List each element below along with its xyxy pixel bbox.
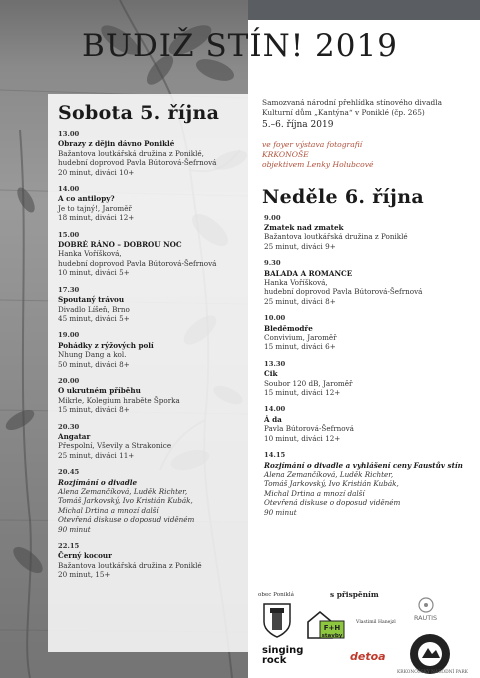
event-detail-line: Tomáš Jarkovský, Ivo Kristián Kubák, <box>58 496 193 506</box>
event-detail-line: Michal Drtina a mnozí další <box>264 488 365 498</box>
event-time: 9.30 <box>264 259 281 268</box>
event-time: 10.00 <box>264 314 286 323</box>
event-item <box>264 451 474 517</box>
event-title: Cik <box>264 369 278 379</box>
event-time: 22.15 <box>58 542 80 551</box>
sunday-event-list <box>262 214 474 517</box>
event-time: 14.00 <box>264 405 286 414</box>
event-detail-line: Bažantova loutkářská družina z Poniklé <box>264 232 408 242</box>
exhibition-line-1: ve foyer výstava fotografií <box>262 140 363 150</box>
event-detail-line: 25 minut, diváci 11+ <box>58 450 135 460</box>
event-detail-line: hudební doprovod Pavla Bútorová-Šefrnová <box>58 158 217 168</box>
event-detail-line: Otevřená diskuse o doposud viděném <box>264 498 401 508</box>
event-title: Rozjímání o divadle <box>58 477 138 487</box>
saturday-event-list <box>58 130 248 580</box>
event-detail-line: 25 minut, diváci 9+ <box>264 241 336 251</box>
festival-line-2: Kulturní dům „Kantýna“ v Poniklé (čp. 265) <box>262 107 425 117</box>
event-detail-line: 15 minut, diváci 12+ <box>264 388 341 398</box>
event-item <box>58 468 248 534</box>
event-item <box>58 377 248 415</box>
event-time: 17.30 <box>58 285 80 294</box>
event-item <box>264 405 474 443</box>
event-item <box>58 423 248 461</box>
event-detail-line: Divadlo Líšeň, Brno <box>58 304 130 314</box>
festival-line-1: Samozvaná národní přehlídka stínového divadla <box>262 98 442 107</box>
event-detail-line: Alena Zemančíková, Luděk Richter, <box>264 469 394 479</box>
event-time: 13.00 <box>58 130 80 138</box>
event-title: Bleděmodře <box>264 323 313 333</box>
event-title: Angatar <box>58 431 91 441</box>
event-item <box>58 286 248 324</box>
event-detail-line: 10 minut, diváci 5+ <box>58 268 130 278</box>
event-time: 9.00 <box>264 213 281 222</box>
event-detail-line: 25 minut, diváci 8+ <box>264 296 336 306</box>
top-dark-strip <box>248 0 480 20</box>
event-detail-line: Otevřená diskuse o doposud viděném <box>58 515 195 525</box>
event-detail-line: Bažantova loutkářská družina z Poniklé <box>58 560 202 570</box>
event-title: Pohádky z rýžových polí <box>58 340 154 350</box>
event-time: 15.00 <box>58 230 80 239</box>
fh-stavby-logo <box>304 608 348 642</box>
fh-sub-label: Vlastimil Hanejzl <box>356 620 396 625</box>
poster-title: BUDIŽ STÍN! 2019 <box>82 28 398 64</box>
event-detail-line: Je to tajný!, Jaroměř <box>58 203 132 213</box>
event-detail-line: 10 minut, diváci 12+ <box>264 433 341 443</box>
right-column <box>262 98 474 525</box>
krnap-label: KRKONOŠSKÝ NÁRODNÍ PARK <box>397 670 468 675</box>
event-detail-line: hudební doprovod Pavla Bútorová-Šefrnová <box>264 287 423 297</box>
rautis-icon <box>412 596 440 614</box>
event-title: A co antilopy? <box>58 194 115 204</box>
event-title: Rozjímání o divadle a vyhlášení ceny Faustův stín <box>264 460 463 470</box>
event-detail-line: 20 minut, 15+ <box>58 570 111 580</box>
event-item <box>58 185 248 223</box>
event-item <box>58 331 248 369</box>
festival-info <box>262 98 474 117</box>
event-detail-line: Alena Zemančíková, Luděk Richter, <box>58 487 188 496</box>
event-item <box>58 231 248 278</box>
event-detail-line: Michal Drtina a mnozí další <box>58 505 159 515</box>
event-detail-line: 90 minut <box>264 507 297 517</box>
event-title: Á da <box>264 414 282 424</box>
event-detail-line: 90 minut <box>58 524 91 534</box>
obec-ponikla-label: obec Poniklá <box>258 592 294 598</box>
ponikla-coat-of-arms-logo <box>262 602 292 638</box>
event-detail-line: Convivium, Jaroměř <box>264 333 337 343</box>
event-detail-line: Přespolní, Vševily a Strakonice <box>58 441 172 451</box>
event-time: 19.00 <box>58 331 80 340</box>
event-title: Zmatek nad zmatek <box>264 222 344 232</box>
singing-rock-bottom: rock <box>262 655 287 666</box>
exhibition-line-2: KRKONOŠE <box>262 149 309 159</box>
event-title: Černý kocour <box>58 551 112 561</box>
event-detail-line: Pavla Bútorová-Šefrnová <box>264 424 354 434</box>
event-time: 13.30 <box>264 359 286 368</box>
event-detail-line: 45 minut, diváci 5+ <box>58 313 130 323</box>
exhibition-line-3: objektivem Lenky Holubcové <box>262 159 374 169</box>
event-detail-line: 20 minut, diváci 10+ <box>58 167 135 177</box>
event-item <box>264 314 474 352</box>
event-title: Spoutaný trávou <box>58 295 125 305</box>
event-item <box>264 214 474 252</box>
event-detail-line: 50 minut, diváci 8+ <box>58 359 130 369</box>
event-item <box>58 130 248 177</box>
event-title: DOBRÉ RÁNO – DOBROU NOC <box>58 240 182 250</box>
event-detail-line: Tomáš Jarkovský, Ivo Kristián Kubák, <box>264 479 399 489</box>
event-detail-line: Mikrle, Kolegium hraběte Šporka <box>58 395 180 405</box>
event-time: 20.00 <box>58 376 80 385</box>
fh-top-text: F+H <box>323 624 341 632</box>
event-detail-line: Soubor 120 dB, Jaroměř <box>264 378 353 388</box>
festival-dates: 5.–6. října 2019 <box>262 120 334 131</box>
event-detail-line: 15 minut, diváci 6+ <box>264 342 336 352</box>
event-detail-line: Nhung Dang a kol. <box>58 350 127 360</box>
event-item <box>264 259 474 306</box>
event-item <box>264 360 474 398</box>
event-title: Obrazy z dějin dávno Poniklé <box>58 139 175 149</box>
event-detail-line: Bažantova loutkářská družina z Poniklé, <box>58 148 204 158</box>
event-title: BALADA A ROMANCE <box>264 268 353 278</box>
detoa-logo: detoa <box>350 650 386 663</box>
event-item <box>58 542 248 580</box>
event-detail-line: Hanka Voříšková, <box>264 278 328 288</box>
saturday-card <box>48 94 248 652</box>
sponsors-caption: s přispěním <box>330 590 379 599</box>
event-time: 14.00 <box>58 185 80 194</box>
event-detail-line: hudební doprovod Pavla Bútorová-Šefrnová <box>58 258 217 268</box>
event-time: 20.45 <box>58 468 80 477</box>
event-title: O ukrutném příběhu <box>58 386 141 396</box>
fh-bottom-text: stavby <box>321 633 343 639</box>
rautis-label: RAUTIS <box>414 614 438 622</box>
event-detail-line: Hanka Voříšková, <box>58 249 122 259</box>
saturday-title: Sobota 5. října <box>58 102 220 124</box>
event-detail-line: 15 minut, diváci 8+ <box>58 405 130 415</box>
singing-rock-logo <box>262 646 302 670</box>
exhibition-info <box>262 140 474 169</box>
sunday-title: Neděle 6. října <box>262 185 424 208</box>
singing-rock-top: singing <box>262 645 304 656</box>
event-time: 20.30 <box>58 422 80 431</box>
event-detail-line: 18 minut, diváci 12+ <box>58 213 135 223</box>
event-time: 14.15 <box>264 451 286 460</box>
